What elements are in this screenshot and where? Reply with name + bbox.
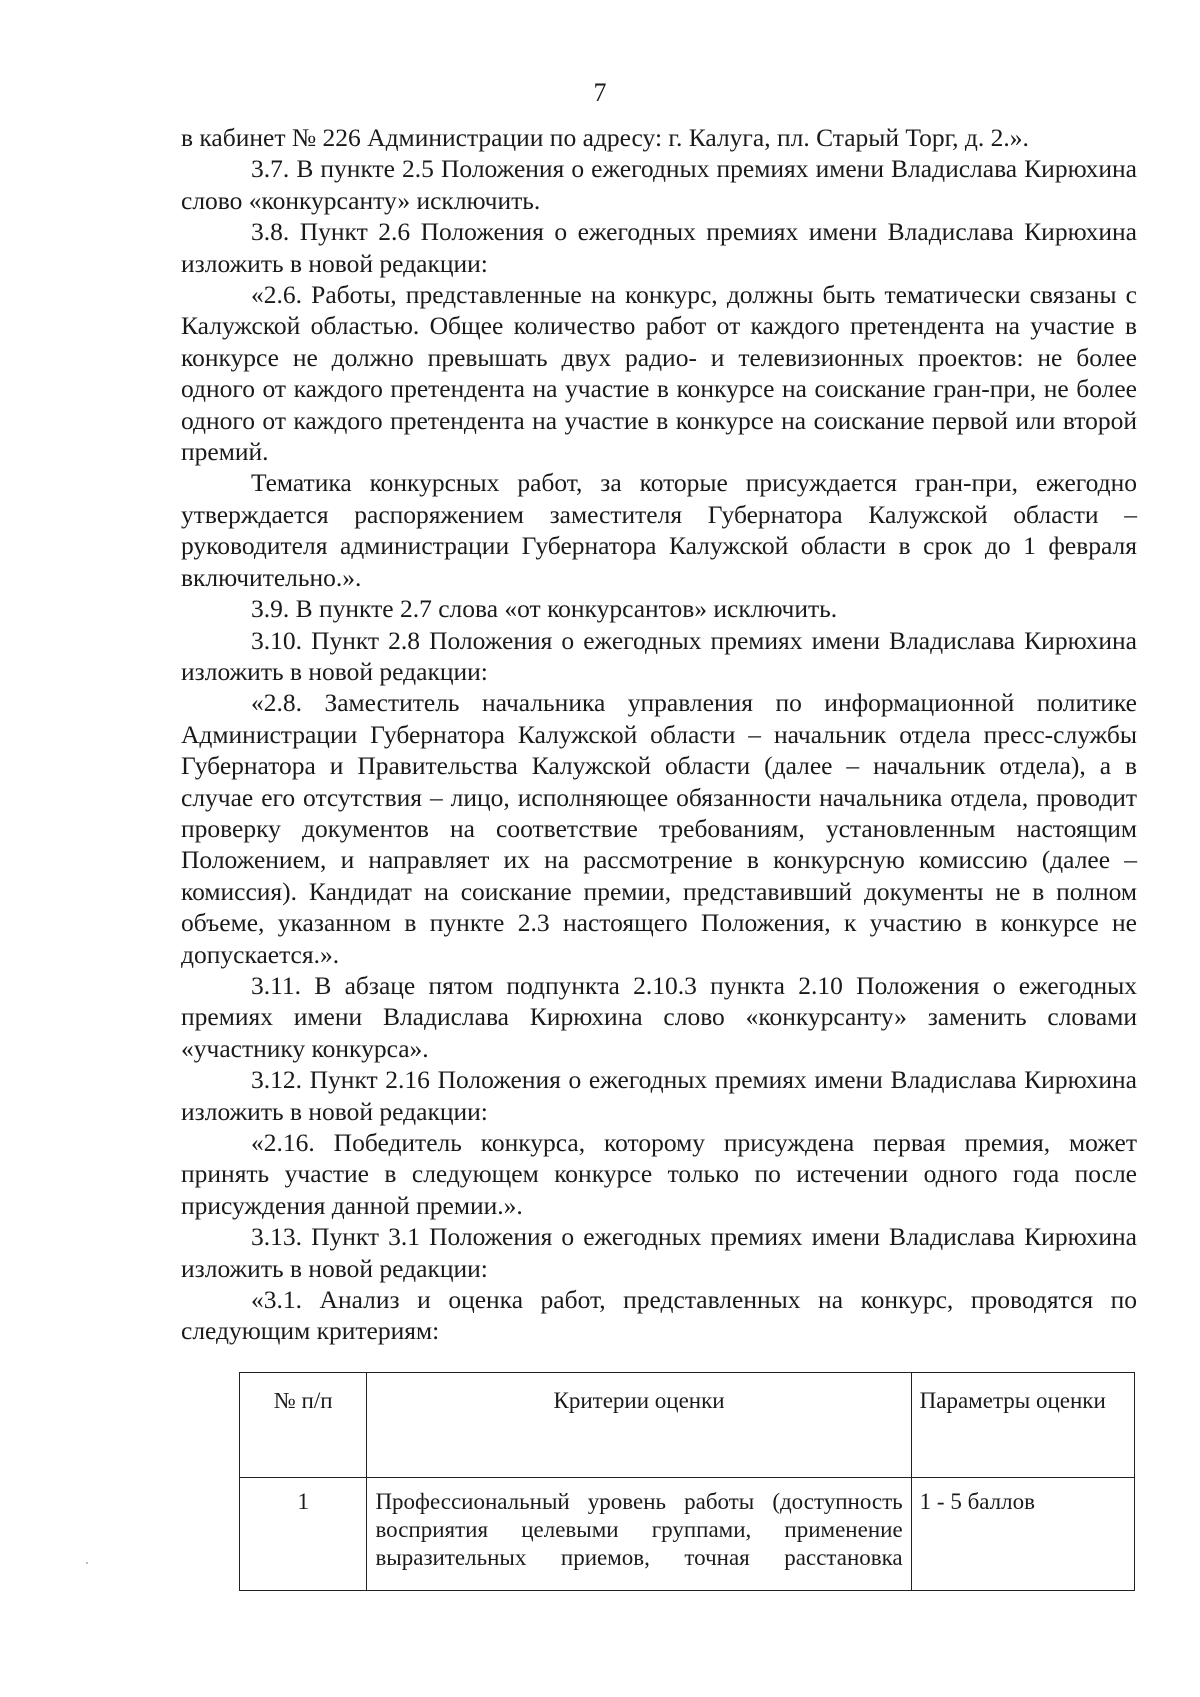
page-number: 7 [593, 78, 607, 107]
cell-params: 1 - 5 баллов [911, 1478, 1134, 1591]
header-criteria: Критерии оценки [367, 1373, 911, 1478]
paragraph-11: «2.16. Победитель конкурса, которому присуждена первая премия, может принять участие в следующем конкурсе только по истечении одного года после присуждения данной премии.». [181, 1128, 1137, 1220]
paragraph-8: «2.8. Заместитель начальника управления по информационной политике Администрации Губернатора Калужской области – начальник отдела пресс-службы Губернатора и Правительства Калужской области (далее – начальник отдела), а в случае его отсутствия – лицо, исполняющее обязанности начальника отдела, проводит проверку документов на соответствие требованиям, установленным настоящим Положением, и направляет их на рассмотрение в конкурсную комиссию (далее – комиссия). Кандидат на соискание премии, представивший документы не в полном объеме, указанном в пункте 2.3 настоящего Положения, к участию в конкурсе не допускается.». [181, 688, 1137, 969]
header-num: № п/п [240, 1373, 367, 1478]
paragraph-7: 3.10. Пункт 2.8 Положения о ежегодных премиях имени Владислава Кирюхина изложить в новой редакции: [181, 625, 1137, 686]
paragraph-5: Тематика конкурсных работ, за которые присуждается гран-при, ежегодно утверждается распоряжением заместителя Губернатора Калужской области – руководителя администрации Губернатора Калужской области в срок до 1 февраля включительно.». [181, 468, 1137, 592]
paragraph-9: 3.11. В абзаце пятом подпункта 2.10.3 пункта 2.10 Положения о ежегодных премиях имени Владислава Кирюхина слово «конкурсанту» заменить словами «участнику конкурса». [181, 970, 1137, 1063]
header-params: Параметры оценки [911, 1373, 1134, 1478]
paragraph-6: 3.9. В пункте 2.7 слова «от конкурсантов» исключить. [251, 594, 838, 624]
scan-artifact [86, 1562, 88, 1564]
paragraph-10: 3.12. Пункт 2.16 Положения о ежегодных премиях имени Владислава Кирюхина изложить в новой редакции: [181, 1065, 1137, 1126]
cell-criteria: Профессиональный уровень работы (доступность восприятия целевыми группами, применение выразительных приемов, точная расстановка [367, 1478, 911, 1591]
cell-num: 1 [240, 1478, 367, 1591]
paragraph-13: «3.1. Анализ и оценка работ, представленных на конкурс, проводятся по следующим критериям: [181, 1285, 1137, 1346]
paragraph-12: 3.13. Пункт 3.1 Положения о ежегодных премиях имени Владислава Кирюхина изложить в новой редакции: [181, 1222, 1137, 1283]
paragraph-1: в кабинет № 226 Администрации по адресу: г. Калуга, пл. Старый Торг, д. 2.». [181, 123, 1029, 152]
paragraph-4: «2.6. Работы, представленные на конкурс, должны быть тематически связаны с Калужской областью. Общее количество работ от каждого претендента на участие в конкурсе не должно превышать двух радио- и телевизионных проектов: не более одного от каждого претендента на участие в конкурсе на соискание гран-при, не более одного от каждого претендента на участие в конкурсе на соискание первой или второй премий. [181, 280, 1137, 467]
body-text [181, 122, 1137, 1347]
table-row [240, 1478, 1135, 1591]
paragraph-3: 3.8. Пункт 2.6 Положения о ежегодных премиях имени Владислава Кирюхина изложить в новой редакции: [181, 217, 1137, 278]
table-header-row [240, 1373, 1135, 1478]
paragraph-2: 3.7. В пункте 2.5 Положения о ежегодных премиях имени Владислава Кирюхина слово «конкурсанту» исключить. [181, 154, 1137, 215]
criteria-table [239, 1372, 1135, 1591]
